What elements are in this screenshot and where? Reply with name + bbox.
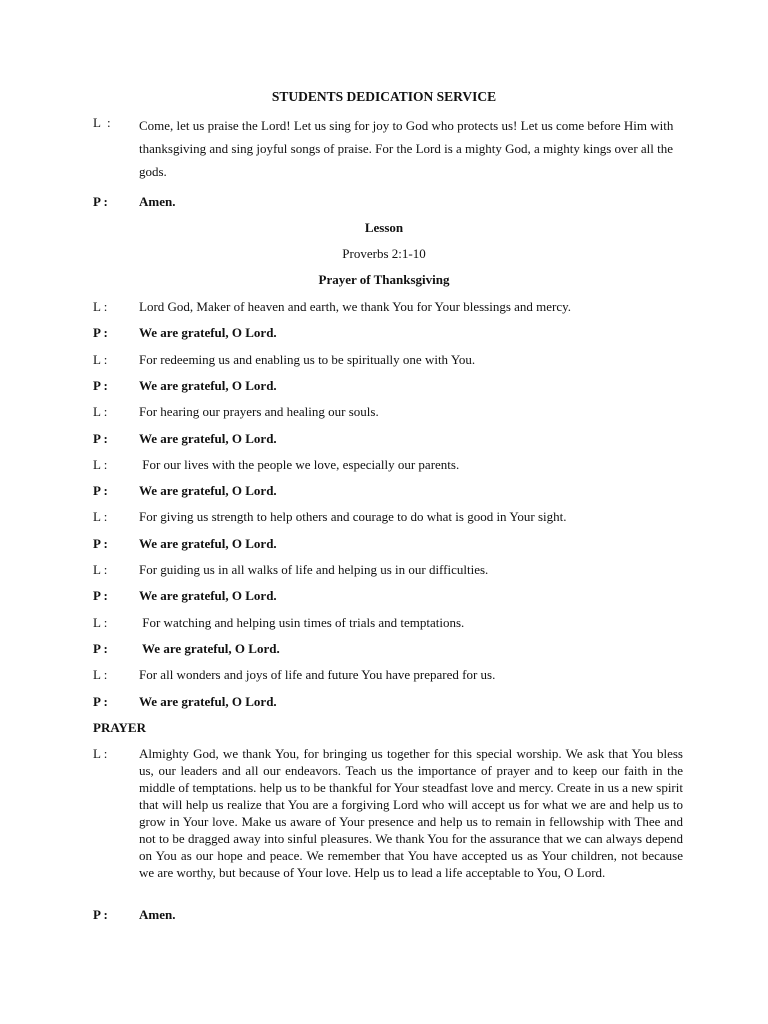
leader-line	[93, 351, 683, 369]
speaker-label: L :	[93, 299, 108, 314]
speaker-label: P :	[93, 430, 108, 446]
response-line	[93, 640, 683, 658]
speaker-label: L :	[93, 562, 108, 577]
speaker-label: P :	[93, 377, 108, 393]
speaker-label: P :	[93, 194, 108, 209]
response-text: We are grateful, O Lord.	[139, 377, 277, 393]
speaker-label: L :	[93, 456, 108, 472]
speaker-label: L :	[93, 404, 108, 420]
response-text: We are grateful, O Lord.	[139, 588, 277, 604]
response-text: We are grateful, O Lord.	[139, 325, 277, 341]
response-text: Amen.	[139, 907, 176, 922]
thanksgiving-heading: Prayer of Thanksgiving	[318, 272, 450, 287]
prayer-text: Almighty God, we thank You, for bringing us together for this special worship. We ask that You bless us, our leaders and all our endeavors. Teach us the importance of prayer and to keep our faith in the middle of temptations. help us to be thankful for Your steadfast love and mercy. Create in us a new spirit that will help us realize that You are a forgiving Lord who will accept us for what we are and help us to grow in Your love. Make us aware of Your presence and help us to remain in fellowship with Thee and not to be dragged away into sinful pleasures. We thank You for the assurance that we can always depend on You as our hope and peace. We remember that You have accepted us as Your children, not because we are worthy, but because of Your love. Help us to lead a life acceptable to You, O Lord.	[139, 746, 683, 880]
speaker-label: P :	[93, 535, 108, 551]
response-line	[93, 535, 683, 553]
speaker-label: L :	[93, 509, 108, 525]
leader-line	[93, 666, 683, 684]
prayer-block	[93, 745, 683, 900]
speaker-label: L :	[93, 667, 108, 683]
leader-text: For all wonders and joys of life and future You have prepared for us.	[139, 667, 496, 683]
response-text: We are grateful, O Lord.	[139, 430, 277, 446]
speaker-label: L :	[93, 115, 111, 130]
leader-text: Lord God, Maker of heaven and earth, we thank You for Your blessings and mercy.	[139, 299, 572, 314]
lesson-reference: Proverbs 2:1-10	[342, 246, 426, 261]
response-text: We are grateful, O Lord.	[139, 693, 277, 709]
response-text: Amen.	[139, 194, 176, 209]
page-title: STUDENTS DEDICATION SERVICE	[271, 89, 497, 104]
response-line	[93, 324, 683, 342]
response-line	[93, 482, 683, 500]
leader-text: For watching and helping usin times of trials and temptations.	[139, 614, 465, 630]
response-text: We are grateful, O Lord.	[139, 535, 277, 551]
response-line	[93, 693, 683, 711]
leader-text: For redeeming us and enabling us to be spiritually one with You.	[139, 351, 476, 367]
leader-line	[93, 298, 683, 316]
response-text: We are grateful, O Lord.	[139, 640, 280, 656]
speaker-label: L :	[93, 614, 108, 630]
response-text: We are grateful, O Lord.	[139, 483, 277, 499]
response-line	[93, 430, 683, 448]
speaker-label: P :	[93, 325, 108, 341]
speaker-label: P :	[93, 588, 108, 604]
leader-text: For hearing our prayers and healing our souls.	[139, 404, 379, 420]
leader-line	[93, 561, 683, 579]
leader-text: For our lives with the people we love, especially our parents.	[139, 456, 460, 472]
speaker-label: P :	[93, 907, 108, 922]
prayer-heading: PRAYER	[93, 720, 146, 735]
leader-text: For giving us strength to help others and courage to do what is good in Your sight.	[139, 509, 567, 525]
lesson-heading: Lesson	[364, 220, 404, 235]
leader-line	[93, 614, 683, 632]
opening-response	[93, 193, 683, 211]
opening-text: Come, let us praise the Lord! Let us sing for joy to God who protects us! Let us come before Him with thanksgiving and sing joyful songs of praise. For the Lord is a mighty God, a mighty kings over all the gods.	[139, 118, 674, 179]
leader-line	[93, 456, 683, 474]
prayer-response	[93, 906, 683, 924]
response-line	[93, 587, 683, 605]
speaker-label: L :	[93, 746, 108, 761]
response-line	[93, 377, 683, 395]
speaker-label: L :	[93, 351, 108, 367]
speaker-label: P :	[93, 483, 108, 499]
speaker-label: P :	[93, 693, 108, 709]
speaker-label: P :	[93, 640, 108, 656]
leader-line	[93, 403, 683, 421]
leader-line	[93, 508, 683, 526]
leader-text: For guiding us in all walks of life and helping us in our difficulties.	[139, 562, 489, 577]
